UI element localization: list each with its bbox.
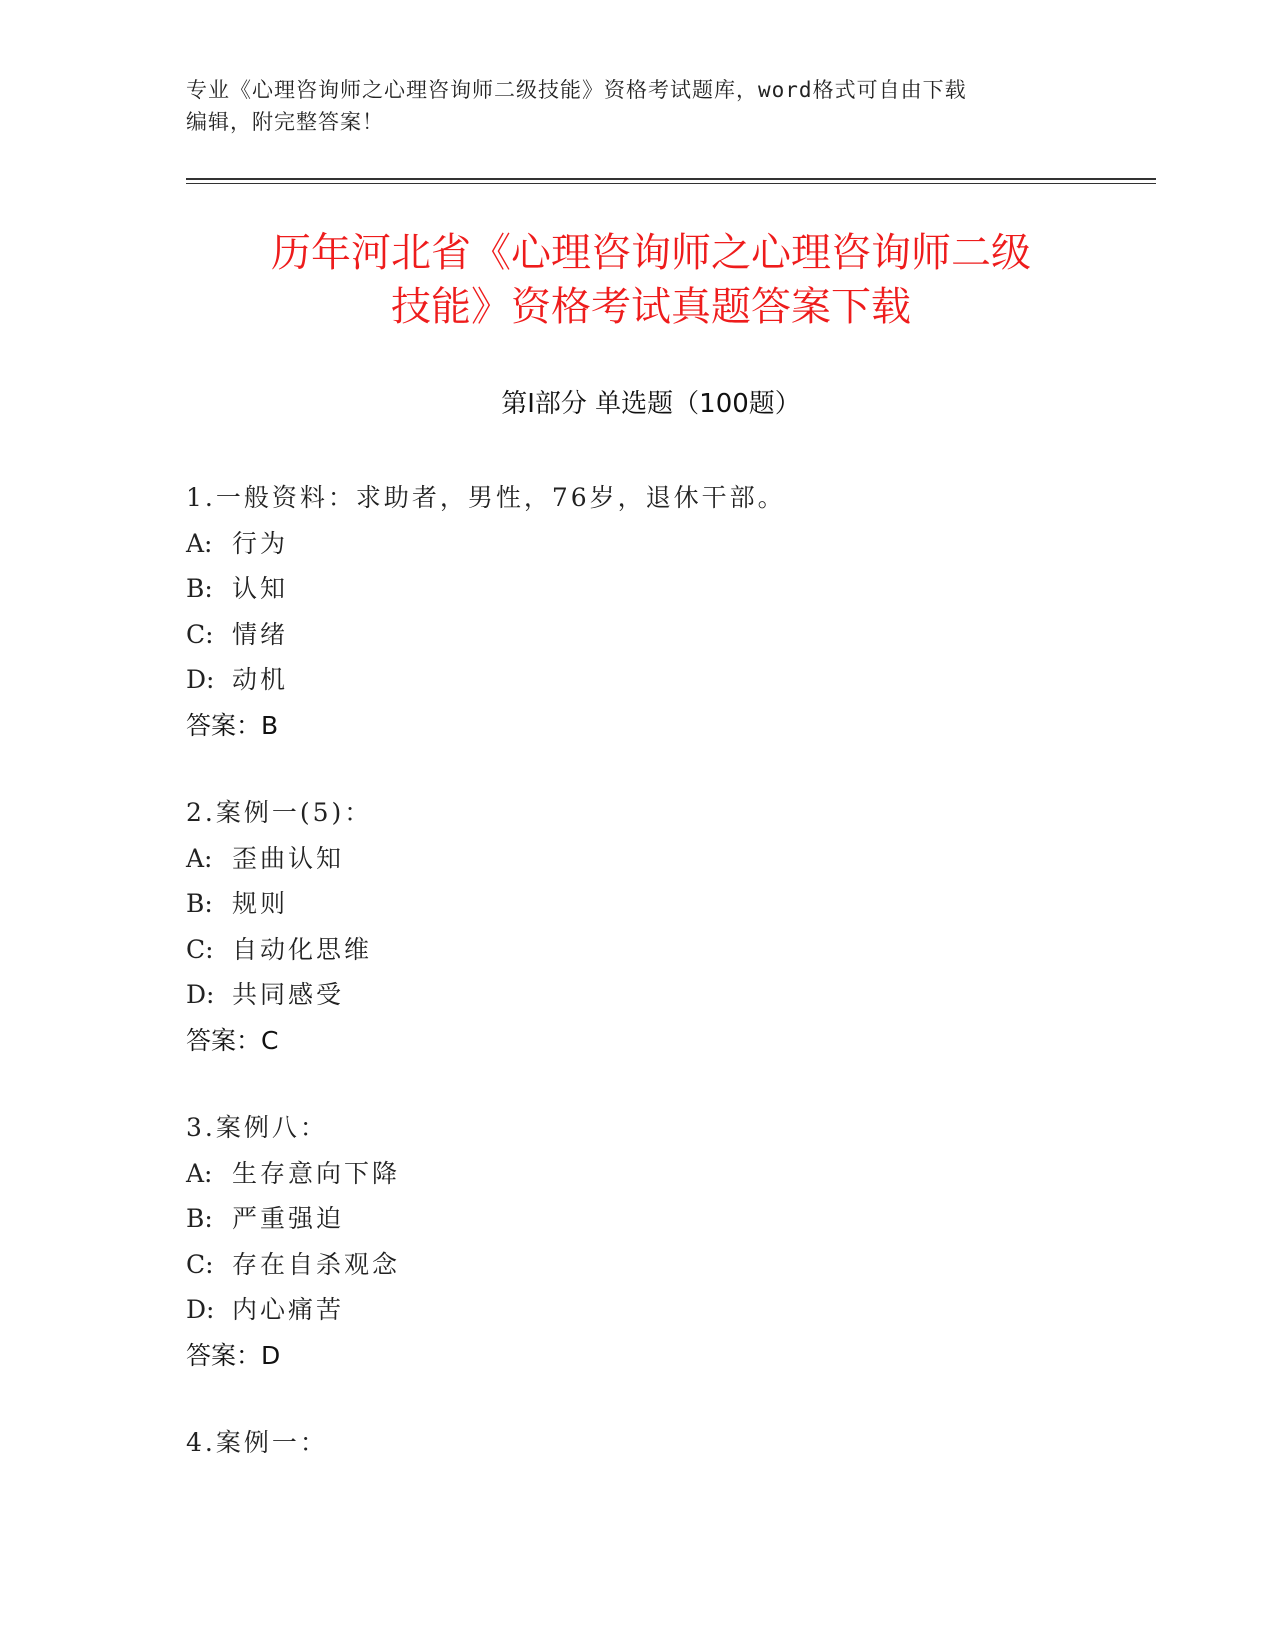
option-text: 规则 — [232, 889, 289, 918]
option-letter: B: — [186, 889, 213, 918]
option-text: 共同感受 — [232, 980, 345, 1009]
option-text: 存在自杀观念 — [232, 1249, 401, 1279]
option-d — [186, 1287, 1116, 1333]
option-b — [186, 1196, 1116, 1242]
option-b — [186, 881, 1116, 927]
option-letter: B: — [186, 1204, 213, 1233]
answer-value: D — [261, 1340, 281, 1370]
answer-value: B — [261, 710, 279, 740]
header-note — [186, 74, 1086, 138]
answer-prefix: 答案： — [186, 1025, 262, 1055]
header-divider-thin — [186, 183, 1156, 184]
question-stem: 1.一般资料：求助者，男性，76岁，退休干部。 — [186, 483, 786, 512]
option-letter: A: — [186, 843, 213, 873]
header-note-line-2: 编辑，附完整答案！ — [186, 110, 384, 134]
question-stem: 3.案例八： — [186, 1113, 328, 1142]
option-c — [186, 1242, 1116, 1288]
option-letter: C: — [186, 619, 214, 649]
option-letter: B: — [186, 574, 213, 603]
answer-line — [186, 1018, 1116, 1064]
option-letter: C: — [186, 934, 214, 964]
answer-value: C — [261, 1025, 279, 1055]
option-letter: D: — [186, 665, 215, 694]
option-d — [186, 657, 1116, 703]
option-text: 行为 — [232, 528, 289, 558]
header-note-line-1: 专业《心理咨询师之心理咨询师二级技能》资格考试题库，word格式可自由下载 — [186, 78, 967, 102]
option-text: 歪曲认知 — [232, 843, 345, 873]
question-item — [186, 475, 1116, 748]
option-text: 动机 — [232, 665, 289, 694]
option-a — [186, 836, 1116, 882]
option-b — [186, 566, 1116, 612]
option-text: 严重强迫 — [232, 1204, 345, 1233]
answer-line — [186, 1333, 1116, 1379]
answer-prefix: 答案： — [186, 1340, 262, 1370]
section-title: 第Ⅰ部分 单选题（100题） — [501, 389, 801, 419]
option-letter: A: — [186, 1158, 213, 1188]
question-stem: 4.案例一： — [186, 1428, 328, 1457]
answer-prefix: 答案： — [186, 710, 262, 740]
option-letter: C: — [186, 1249, 214, 1279]
question-list — [186, 475, 1116, 1508]
document-title-line-1: 历年河北省《心理咨询师之心理咨询师二级 — [271, 230, 1031, 276]
header-divider-thick — [186, 178, 1156, 180]
document-title-line-2: 技能》资格考试真题答案下载 — [391, 284, 911, 330]
option-letter: A: — [186, 528, 213, 558]
question-stem: 2.案例一(5)： — [186, 798, 373, 827]
option-letter: D: — [186, 980, 215, 1009]
option-letter: D: — [186, 1295, 215, 1324]
question-item — [186, 1105, 1116, 1378]
option-text: 情绪 — [232, 619, 289, 649]
option-d — [186, 972, 1116, 1018]
question-item — [186, 1420, 1116, 1466]
answer-line — [186, 703, 1116, 749]
option-text: 认知 — [232, 574, 289, 603]
option-a — [186, 1151, 1116, 1197]
option-a — [186, 521, 1116, 567]
option-text: 内心痛苦 — [232, 1295, 345, 1324]
question-item — [186, 790, 1116, 1063]
option-text: 自动化思维 — [232, 934, 373, 964]
option-c — [186, 927, 1116, 973]
option-text: 生存意向下降 — [232, 1158, 401, 1188]
option-c — [186, 612, 1116, 658]
document-title — [186, 226, 1116, 334]
